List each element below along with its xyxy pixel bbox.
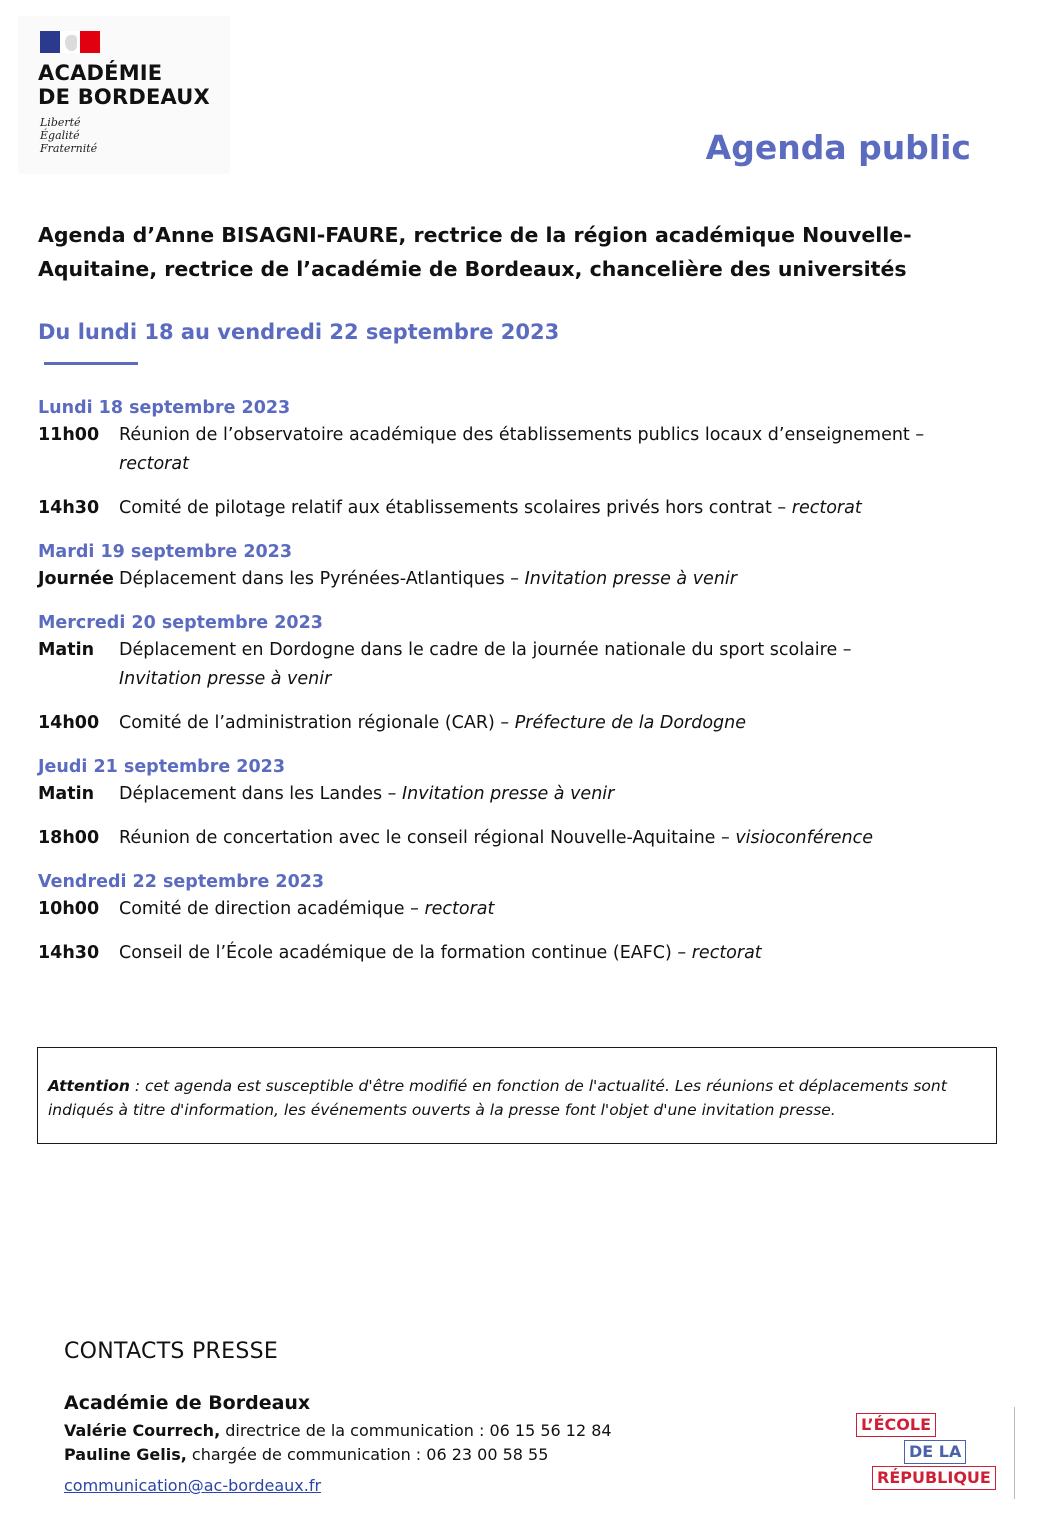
agenda-days — [38, 395, 998, 984]
event-time: Matin — [38, 640, 95, 660]
event-place: rectorat — [424, 899, 495, 919]
disclaimer-text: : cet agenda est susceptible d'être modifié en fonction de l'actualité. Les réunions et déplacements sont indiqués à titre d'information, les événements ouverts à la presse font l'objet d'une invitation presse. — [48, 1077, 947, 1119]
event-place: rectorat — [691, 943, 762, 963]
event-description — [119, 780, 998, 809]
contacts-organization: Académie de Bordeaux — [64, 1392, 311, 1414]
contact-person — [64, 1445, 548, 1464]
event-row — [38, 895, 998, 924]
contacts-heading: CONTACTS PRESSE — [64, 1339, 279, 1364]
academie-name-line1: ACADÉMIE — [38, 61, 163, 85]
contact-email-link[interactable]: communication@ac-bordeaux.fr — [64, 1476, 322, 1495]
contact-role: directrice de la communication : 06 15 56 12 84 — [220, 1421, 612, 1440]
event-text: Comité de l’administration régionale (CAR) – — [119, 713, 510, 733]
disclaimer-label: Attention — [48, 1077, 130, 1095]
event-row — [38, 824, 998, 853]
motto-liberte: Liberté — [40, 116, 81, 129]
event-row — [38, 494, 998, 523]
disclaimer-box — [37, 1047, 997, 1144]
page-title: Agenda public — [705, 128, 971, 167]
day-block — [38, 869, 998, 968]
event-time: Journée — [38, 569, 114, 589]
event-time: 14h30 — [38, 498, 100, 518]
day-block — [38, 754, 998, 853]
day-title: Lundi 18 septembre 2023 — [38, 398, 291, 418]
event-text: Comité de pilotage relatif aux établissements scolaires privés hors contrat – — [119, 498, 787, 518]
event-text: Comité de direction académique – — [119, 899, 419, 919]
day-block — [38, 539, 998, 594]
day-title: Vendredi 22 septembre 2023 — [38, 872, 325, 892]
event-place: Invitation presse à venir — [119, 669, 332, 689]
ecole-logo-line1: L’ÉCOLE — [856, 1413, 936, 1437]
event-time: 11h00 — [38, 425, 100, 445]
day-title: Mercredi 20 septembre 2023 — [38, 613, 323, 633]
event-time: Matin — [38, 784, 95, 804]
event-row — [38, 565, 998, 594]
period-underline — [44, 362, 138, 365]
event-place: visioconférence — [735, 828, 874, 848]
motto-egalite: Égalité — [40, 129, 80, 142]
event-place: Invitation presse à venir — [524, 569, 737, 589]
contact-name: Pauline Gelis, — [64, 1445, 187, 1464]
event-time: 10h00 — [38, 899, 100, 919]
event-description — [119, 709, 998, 738]
event-description — [119, 421, 998, 479]
intro-line-2: Aquitaine, rectrice de l’académie de Bordeaux, chancelière des universités — [38, 257, 907, 281]
ecole-logo-line3: RÉPUBLIQUE — [872, 1466, 996, 1490]
contact-name: Valérie Courrech, — [64, 1421, 221, 1440]
day-title: Mardi 19 septembre 2023 — [38, 542, 293, 562]
event-time: 14h00 — [38, 713, 100, 733]
event-text: Déplacement dans les Landes – — [119, 784, 397, 804]
event-description — [119, 824, 998, 853]
event-row — [38, 636, 998, 694]
day-title: Jeudi 21 septembre 2023 — [38, 757, 286, 777]
intro-line-1: Agenda d’Anne BISAGNI-FAURE, rectrice de la région académique Nouvelle- — [38, 223, 912, 247]
academie-name-line2: DE BORDEAUX — [38, 85, 210, 109]
event-place: Préfecture de la Dordogne — [514, 713, 747, 733]
motto-fraternite: Fraternité — [40, 142, 98, 155]
event-row — [38, 421, 998, 479]
event-description — [119, 494, 998, 523]
event-time: 18h00 — [38, 828, 100, 848]
event-description — [119, 939, 998, 968]
event-text: Conseil de l’École académique de la formation continue (EAFC) – — [119, 943, 687, 963]
event-row — [38, 780, 998, 809]
ecole-republique-logo — [848, 1407, 1015, 1499]
event-time: 14h30 — [38, 943, 100, 963]
period-heading: Du lundi 18 au vendredi 22 septembre 2023 — [38, 320, 560, 344]
event-place: rectorat — [791, 498, 862, 518]
event-text: Réunion de l’observatoire académique des établissements publics locaux d’enseignement – — [119, 425, 925, 445]
academie-logo — [18, 16, 230, 174]
event-text: Réunion de concertation avec le conseil régional Nouvelle-Aquitaine – — [119, 828, 730, 848]
day-block — [38, 395, 998, 523]
event-text: Déplacement dans les Pyrénées-Atlantiques – — [119, 569, 520, 589]
event-place: Invitation presse à venir — [402, 784, 615, 804]
day-block — [38, 610, 998, 738]
marianne-flag-icon — [40, 31, 100, 53]
ecole-logo-line2: DE LA — [904, 1440, 966, 1464]
republic-motto — [40, 116, 97, 155]
event-description — [119, 636, 998, 694]
intro-heading — [38, 218, 938, 286]
event-description — [119, 565, 998, 594]
academie-name — [38, 61, 210, 109]
event-row — [38, 939, 998, 968]
contact-person — [64, 1421, 612, 1440]
contact-role: chargée de communication : 06 23 00 58 55 — [186, 1445, 549, 1464]
event-row — [38, 709, 998, 738]
event-description — [119, 895, 998, 924]
event-place: rectorat — [119, 454, 189, 474]
event-text: Déplacement en Dordogne dans le cadre de la journée nationale du sport scolaire – — [119, 640, 852, 660]
